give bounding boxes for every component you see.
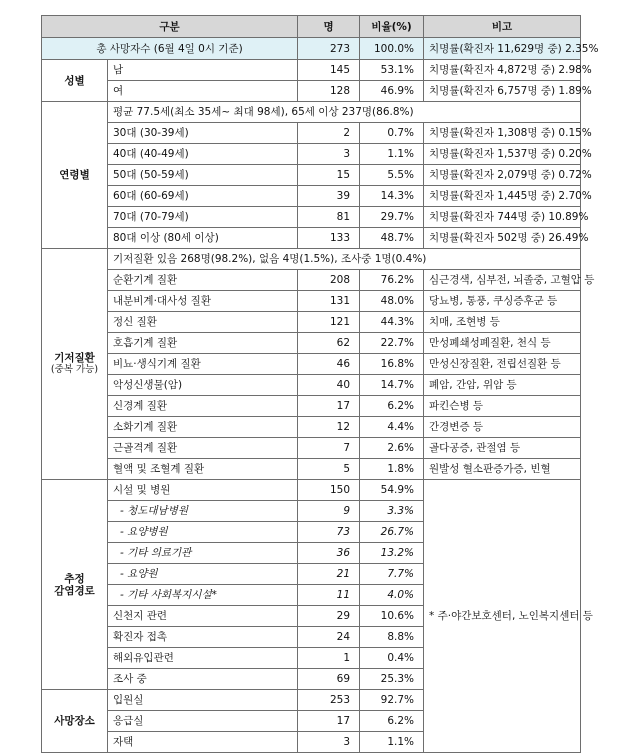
row-label: 해외유입관련 [108, 648, 298, 669]
row-pct: 44.3% [360, 312, 424, 333]
row-note: 치명률(확진자 1,308명 중) 0.15% [424, 123, 581, 144]
row-pct: 22.7% [360, 333, 424, 354]
row-note: 만성신장질환, 전립선질환 등 [424, 354, 581, 375]
row-label: - 기타 의료기관 [108, 543, 298, 564]
row-count: 15 [298, 165, 360, 186]
group-label-underlying [42, 249, 108, 480]
row-label: 신경계 질환 [108, 396, 298, 417]
row-label: 확진자 접촉 [108, 627, 298, 648]
row-count: 24 [298, 627, 360, 648]
row-note: 치명률(확진자 4,872명 중) 2.98% [424, 60, 581, 81]
row-pct: 7.7% [360, 564, 424, 585]
route-note: * 주·야간보호센터, 노인복지센터 등 [424, 480, 581, 753]
underlying-title: 기저질환 [54, 352, 95, 364]
row-count: 11 [298, 585, 360, 606]
total-row [42, 38, 581, 60]
row-pct: 6.2% [360, 711, 424, 732]
row-pct: 13.2% [360, 543, 424, 564]
row-pct: 46.9% [360, 81, 424, 102]
row-note: 치명률(확진자 1,445명 중) 2.70% [424, 186, 581, 207]
row-count: 5 [298, 459, 360, 480]
row-pct: 2.6% [360, 438, 424, 459]
row-pct: 92.7% [360, 690, 424, 711]
row-count: 69 [298, 669, 360, 690]
row-note: 심근경색, 심부전, 뇌졸중, 고혈압 등 [424, 270, 581, 291]
row-count: 81 [298, 207, 360, 228]
age-row [42, 207, 581, 228]
row-count: 3 [298, 732, 360, 753]
row-label: 조사 중 [108, 669, 298, 690]
underlying-summary-row [42, 249, 581, 270]
row-pct: 0.4% [360, 648, 424, 669]
age-row [42, 165, 581, 186]
age-row [42, 186, 581, 207]
row-pct: 0.7% [360, 123, 424, 144]
route-row [42, 480, 581, 501]
row-count: 131 [298, 291, 360, 312]
age-row [42, 144, 581, 165]
age-summary-row [42, 102, 581, 123]
row-label: 비뇨·생식기계 질환 [108, 354, 298, 375]
underlying-row [42, 270, 581, 291]
row-note: 폐암, 간암, 위암 등 [424, 375, 581, 396]
row-label: 혈액 및 조혈계 질환 [108, 459, 298, 480]
row-label: 자택 [108, 732, 298, 753]
row-pct: 14.7% [360, 375, 424, 396]
row-label: 40대 (40-49세) [108, 144, 298, 165]
row-pct: 26.7% [360, 522, 424, 543]
underlying-row [42, 312, 581, 333]
row-count: 39 [298, 186, 360, 207]
row-count: 17 [298, 711, 360, 732]
age-row [42, 123, 581, 144]
row-note: 치매, 조현병 등 [424, 312, 581, 333]
row-label: 신천지 관련 [108, 606, 298, 627]
row-label: 60대 (60-69세) [108, 186, 298, 207]
row-label: 악성신생물(암) [108, 375, 298, 396]
row-label: 시설 및 병원 [108, 480, 298, 501]
row-label: 70대 (70-79세) [108, 207, 298, 228]
row-count: 1 [298, 648, 360, 669]
header-category: 구분 [42, 16, 298, 38]
age-summary: 평균 77.5세(최소 35세~ 최대 98세), 65세 이상 237명(86.8%) [108, 102, 581, 123]
row-count: 46 [298, 354, 360, 375]
row-count: 29 [298, 606, 360, 627]
row-count: 36 [298, 543, 360, 564]
row-label: 소화기계 질환 [108, 417, 298, 438]
row-pct: 1.1% [360, 732, 424, 753]
underlying-row [42, 459, 581, 480]
underlying-summary: 기저질환 있음 268명(98.2%), 없음 4명(1.5%), 조사중 1명(0.4%) [108, 249, 581, 270]
row-note: 간경변증 등 [424, 417, 581, 438]
underlying-row [42, 291, 581, 312]
row-count: 12 [298, 417, 360, 438]
row-pct: 6.2% [360, 396, 424, 417]
underlying-row [42, 354, 581, 375]
group-label-sex: 성별 [42, 60, 108, 102]
total-note: 치명률(확진자 11,629명 중) 2.35% [424, 38, 581, 60]
row-count: 2 [298, 123, 360, 144]
row-pct: 48.7% [360, 228, 424, 249]
row-label: 80대 이상 (80세 이상) [108, 228, 298, 249]
row-pct: 8.8% [360, 627, 424, 648]
row-note: 치명률(확진자 502명 중) 26.49% [424, 228, 581, 249]
row-count: 253 [298, 690, 360, 711]
group-label-place: 사망장소 [42, 690, 108, 753]
row-label: 30대 (30-39세) [108, 123, 298, 144]
row-count: 208 [298, 270, 360, 291]
covid-deaths-table [41, 15, 599, 753]
row-note: 치명률(확진자 2,079명 중) 0.72% [424, 165, 581, 186]
row-count: 121 [298, 312, 360, 333]
row-pct: 54.9% [360, 480, 424, 501]
row-count: 128 [298, 81, 360, 102]
group-label-age: 연령별 [42, 102, 108, 249]
underlying-row [42, 438, 581, 459]
row-pct: 53.1% [360, 60, 424, 81]
row-label: 남 [108, 60, 298, 81]
row-count: 62 [298, 333, 360, 354]
underlying-row [42, 333, 581, 354]
total-count: 273 [298, 38, 360, 60]
row-pct: 3.3% [360, 501, 424, 522]
sex-row [42, 60, 581, 81]
table-header-row [42, 16, 581, 38]
total-pct: 100.0% [360, 38, 424, 60]
row-count: 17 [298, 396, 360, 417]
row-note: 치명률(확진자 6,757명 중) 1.89% [424, 81, 581, 102]
group-label-route [42, 480, 108, 690]
row-note: 원발성 혈소판증가증, 빈혈 [424, 459, 581, 480]
row-pct: 48.0% [360, 291, 424, 312]
sex-row [42, 81, 581, 102]
row-label: 입원실 [108, 690, 298, 711]
row-note: 골다공증, 관절염 등 [424, 438, 581, 459]
row-label: - 청도대남병원 [108, 501, 298, 522]
row-pct: 10.6% [360, 606, 424, 627]
row-pct: 16.8% [360, 354, 424, 375]
row-pct: 1.8% [360, 459, 424, 480]
row-note: 만성폐쇄성폐질환, 천식 등 [424, 333, 581, 354]
row-note: 당뇨병, 통풍, 쿠싱증후군 등 [424, 291, 581, 312]
row-label: 호흡기계 질환 [108, 333, 298, 354]
route-title-line1: 추정 [64, 572, 85, 585]
row-pct: 14.3% [360, 186, 424, 207]
age-row [42, 228, 581, 249]
underlying-row [42, 396, 581, 417]
row-pct: 1.1% [360, 144, 424, 165]
row-count: 150 [298, 480, 360, 501]
row-label: 순환기계 질환 [108, 270, 298, 291]
header-ratio: 비율(%) [360, 16, 424, 38]
route-title-line2: 감염경로 [54, 584, 95, 597]
row-label: 여 [108, 81, 298, 102]
underlying-row [42, 417, 581, 438]
row-note: 치명률(확진자 1,537명 중) 0.20% [424, 144, 581, 165]
row-note: 치명률(확진자 744명 중) 10.89% [424, 207, 581, 228]
row-label: 정신 질환 [108, 312, 298, 333]
row-count: 9 [298, 501, 360, 522]
row-pct: 5.5% [360, 165, 424, 186]
row-pct: 4.4% [360, 417, 424, 438]
total-label: 총 사망자수 (6월 4일 0시 기준) [42, 38, 298, 60]
row-note: 파킨슨병 등 [424, 396, 581, 417]
row-label: - 기타 사회복지시설* [108, 585, 298, 606]
row-pct: 25.3% [360, 669, 424, 690]
row-pct: 4.0% [360, 585, 424, 606]
row-count: 3 [298, 144, 360, 165]
header-count: 명 [298, 16, 360, 38]
row-label: 50대 (50-59세) [108, 165, 298, 186]
row-pct: 29.7% [360, 207, 424, 228]
header-note: 비고 [424, 16, 581, 38]
row-count: 73 [298, 522, 360, 543]
row-count: 7 [298, 438, 360, 459]
row-count: 21 [298, 564, 360, 585]
row-pct: 76.2% [360, 270, 424, 291]
row-count: 133 [298, 228, 360, 249]
row-label: - 요양병원 [108, 522, 298, 543]
row-count: 40 [298, 375, 360, 396]
row-label: 내분비계·대사성 질환 [108, 291, 298, 312]
row-count: 145 [298, 60, 360, 81]
row-label: 응급실 [108, 711, 298, 732]
row-label: 근골격계 질환 [108, 438, 298, 459]
underlying-subtitle: (중복 가능) [50, 364, 99, 375]
underlying-row [42, 375, 581, 396]
row-label: - 요양원 [108, 564, 298, 585]
